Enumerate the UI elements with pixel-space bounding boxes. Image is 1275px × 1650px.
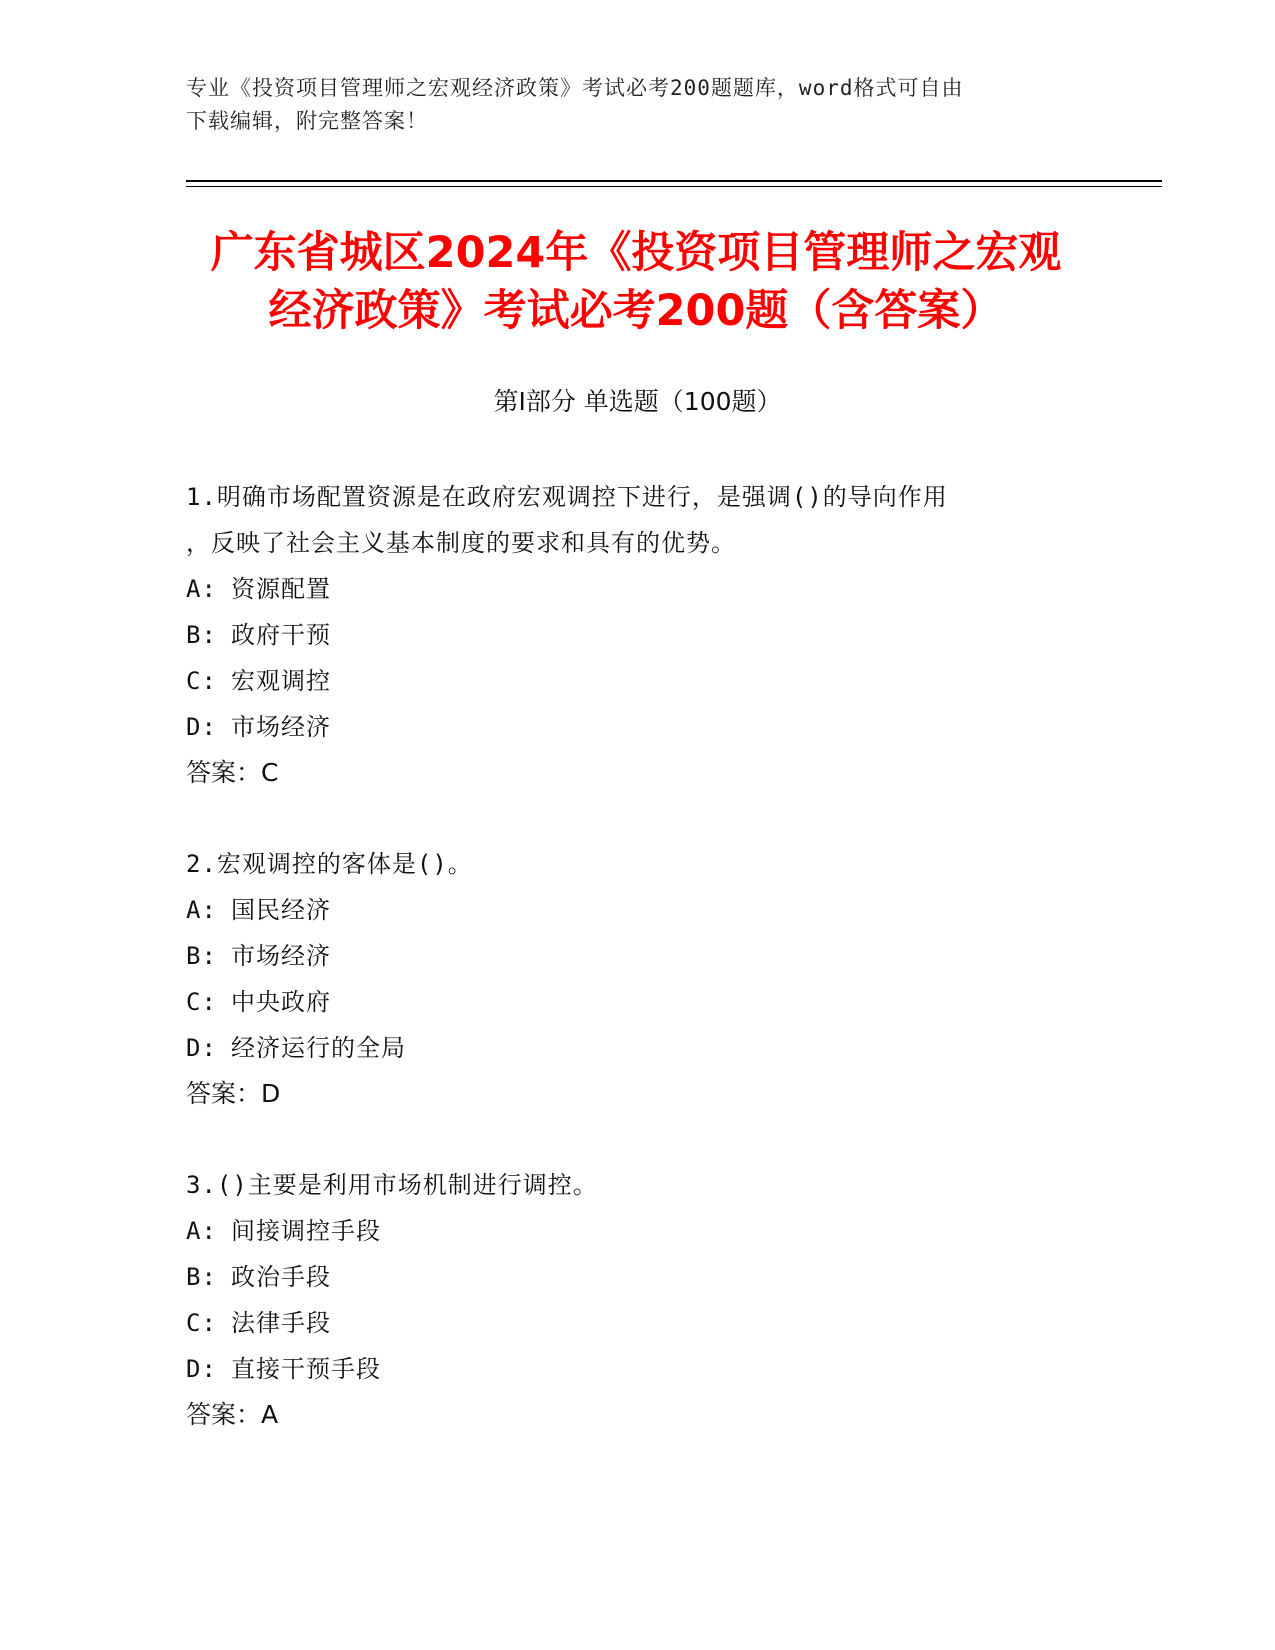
option-letter: C:: [186, 988, 217, 1016]
option-text: 中央政府: [231, 988, 331, 1016]
option-c: [186, 1300, 1086, 1346]
question-stem-line-1: 1.明确市场配置资源是在政府宏观调控下进行，是强调()的导向作用: [186, 483, 948, 511]
header-note: [186, 72, 1086, 138]
option-letter: C:: [186, 1309, 217, 1337]
answer-line: 答案：A: [186, 1400, 279, 1429]
question-1: [186, 474, 1086, 796]
option-text: 资源配置: [231, 575, 331, 603]
option-letter: D:: [186, 1034, 217, 1062]
question-stem: [186, 474, 1086, 566]
header-note-line-1: 专业《投资项目管理师之宏观经济政策》考试必考200题题库，word格式可自由: [186, 76, 964, 100]
option-text: 经济运行的全局: [231, 1034, 406, 1062]
option-a: [186, 1208, 1086, 1254]
header-rule-thin: [186, 186, 1162, 187]
option-text: 国民经济: [231, 896, 331, 924]
option-b: [186, 933, 1086, 979]
option-c: [186, 979, 1086, 1025]
option-text: 市场经济: [231, 713, 331, 741]
option-text: 政治手段: [231, 1263, 331, 1291]
option-text: 法律手段: [231, 1309, 331, 1337]
option-letter: A:: [186, 575, 217, 603]
option-b: [186, 612, 1086, 658]
document-title: [186, 224, 1086, 340]
option-d: [186, 1025, 1086, 1071]
document-title-line-1: 广东省城区2024年《投资项目管理师之宏观: [210, 228, 1062, 278]
header-note-line-2: 下载编辑，附完整答案！: [186, 109, 428, 133]
option-text: 直接干预手段: [231, 1355, 381, 1383]
option-letter: A:: [186, 1217, 217, 1245]
option-text: 间接调控手段: [231, 1217, 381, 1245]
question-stem-line-1: 3.()主要是利用市场机制进行调控。: [186, 1171, 598, 1199]
question-2: [186, 841, 1086, 1117]
question-stem: [186, 841, 1086, 887]
answer-line: 答案：D: [186, 1079, 281, 1108]
answer-line: 答案：C: [186, 758, 279, 787]
question-stem-line-1: 2.宏观调控的客体是()。: [186, 850, 473, 878]
option-a: [186, 887, 1086, 933]
question-3: [186, 1162, 1086, 1438]
option-c: [186, 658, 1086, 704]
option-letter: B:: [186, 1263, 217, 1291]
option-d: [186, 1346, 1086, 1392]
option-letter: B:: [186, 621, 217, 649]
header-rule-thick: [186, 180, 1162, 182]
option-a: [186, 566, 1086, 612]
document-title-line-2: 经济政策》考试必考200题（含答案）: [268, 286, 1004, 336]
option-letter: C:: [186, 667, 217, 695]
option-text: 政府干预: [231, 621, 331, 649]
option-letter: B:: [186, 942, 217, 970]
option-text: 宏观调控: [231, 667, 331, 695]
section-heading: 第Ⅰ部分 单选题（100题）: [493, 387, 782, 416]
question-stem: [186, 1162, 1086, 1208]
option-letter: A:: [186, 896, 217, 924]
option-text: 市场经济: [231, 942, 331, 970]
option-letter: D:: [186, 1355, 217, 1383]
option-d: [186, 704, 1086, 750]
question-list: [186, 474, 1086, 1483]
question-stem-line-2: ，反映了社会主义基本制度的要求和具有的优势。: [186, 529, 736, 557]
option-letter: D:: [186, 713, 217, 741]
option-b: [186, 1254, 1086, 1300]
